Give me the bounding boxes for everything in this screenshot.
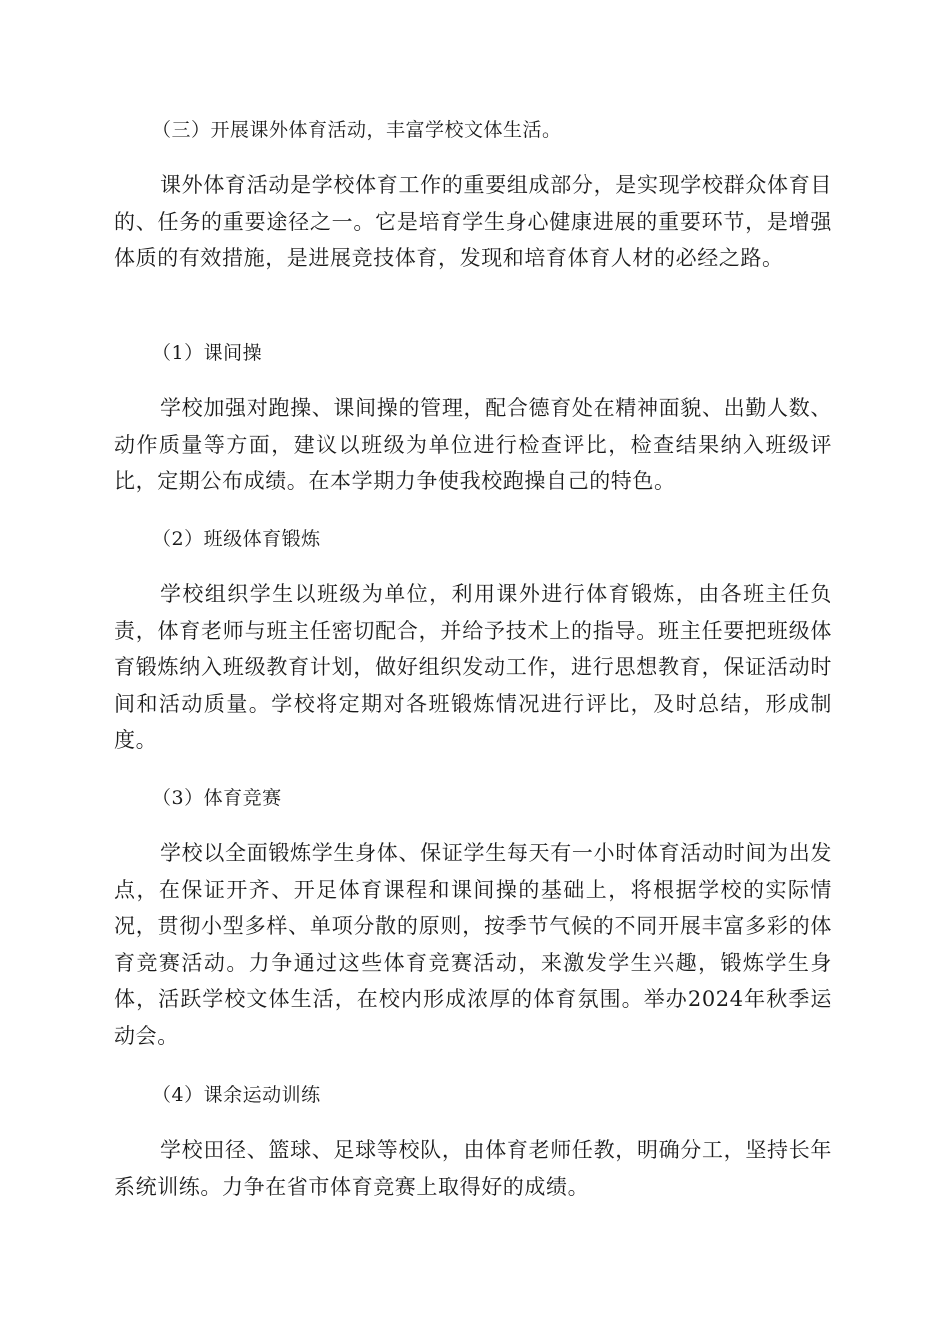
intro-paragraph: 课外体育活动是学校体育工作的重要组成部分，是实现学校群众体育目的、任务的重要途径之一。它是培育学生身心健康进展的重要环节，是增强体质的有效措施，是进展竞技体育，发现和培育体育人材的必经之路。 [114, 173, 832, 270]
item-heading-break-exercise: （1）课间操 [152, 342, 263, 364]
item-body-break-exercise: 学校加强对跑操、课间操的管理，配合德育处在精神面貌、出勤人数、动作质量等方面，建议以班级为单位进行检查评比，检查结果纳入班级评比，定期公布成绩。在本学期力争使我校跑操自己的特色。 [114, 396, 832, 493]
item-heading-sports-competition: （3）体育竞赛 [152, 787, 282, 809]
item-heading-extracurricular-training: （4）课余运动训练 [152, 1084, 321, 1106]
item-body-sports-competition: 学校以全面锻炼学生身体、保证学生每天有一小时体育活动时间为出发点，在保证开齐、开足体育课程和课间操的基础上，将根据学校的实际情况，贯彻小型多样、单项分散的原则，按季节气候的不同开展丰富多彩的体育竞赛活动。力争通过这些体育竞赛活动，来激发学生兴趣，锻炼学生身体，活跃学校文体生活，在校内形成浓厚的体育氛围。举办2024年秋季运动会。 [114, 841, 832, 1048]
item-body-class-training: 学校组织学生以班级为单位，利用课外进行体育锻炼，由各班主任负责，体育老师与班主任密切配合，并给予技术上的指导。班主任要把班级体育锻炼纳入班级教育计划，做好组织发动工作，进行思想教育，保证活动时间和活动质量。学校将定期对各班锻炼情况进行评比，及时总结，形成制度。 [114, 582, 832, 752]
item-heading-class-training: （2）班级体育锻炼 [152, 528, 321, 550]
item-body-extracurricular-training: 学校田径、篮球、足球等校队，由体育老师任教，明确分工，坚持长年系统训练。力争在省市体育竞赛上取得好的成绩。 [114, 1138, 832, 1199]
section-heading: （三）开展课外体育活动，丰富学校文体生活。 [152, 119, 562, 141]
